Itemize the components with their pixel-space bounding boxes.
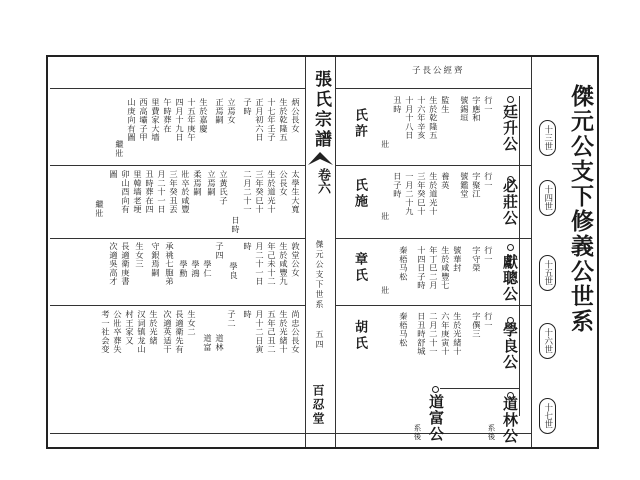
- record-line: 圖: [109, 170, 119, 179]
- descendant-note: 系後: [413, 424, 422, 441]
- record-line: 日時: [231, 216, 241, 234]
- descendant-name: 道林公: [501, 396, 519, 444]
- record-line: 正月初六日: [255, 98, 265, 142]
- record-line: 公壯卒葬失: [113, 310, 123, 354]
- ancestor-detail: 六年庚寅十: [440, 312, 451, 356]
- record-line: 次適英适干: [163, 310, 173, 354]
- row-rule-right-2: [336, 238, 531, 239]
- record-line: 次適吳高才: [109, 242, 119, 286]
- record-line: 二月二十一: [243, 170, 253, 214]
- record-line: 學鴻: [191, 260, 201, 278]
- record-line: 道林: [215, 334, 225, 352]
- record-line: 壯卒於咸豐: [181, 170, 191, 214]
- record-line: 正焉嗣: [215, 98, 225, 125]
- ancestor-detail: 三年癸巳十: [416, 172, 427, 216]
- ancestor-detail: 字僎三: [471, 312, 482, 339]
- ancestor-detail: 秦梧马松: [398, 312, 409, 347]
- record-line: 生女二: [187, 310, 197, 337]
- record-line: 里費家大墻: [151, 98, 161, 142]
- record-line: 丑時葬在四: [145, 170, 155, 214]
- record-line: 卯山酉向有: [121, 170, 131, 214]
- record-line: 炳公長女: [291, 98, 301, 133]
- ancestor-detail: 號錫垣: [459, 96, 470, 123]
- ancestor-detail: 行一: [483, 246, 494, 264]
- ancestor-detail: 十月十八日: [404, 96, 415, 140]
- record-line: 三年癸丑丟: [169, 170, 179, 214]
- record-line: 繼壯: [115, 140, 125, 158]
- record-line: 西高壩子甲: [139, 98, 149, 142]
- record-line: 繼壯: [95, 200, 105, 218]
- ancestor-detail: 號鑑堂: [459, 172, 470, 199]
- record-line: 公長女: [279, 170, 289, 197]
- record-line: 生女三: [135, 242, 145, 269]
- generation-badge-13: 十三世: [539, 120, 556, 156]
- ancestor-detail: 壯: [380, 140, 391, 149]
- ancestor-detail: 行一: [483, 172, 494, 190]
- ancestor-name: 學良公: [501, 322, 519, 370]
- ancestor-detail: 生於乾隆五: [428, 96, 439, 140]
- record-line: 尚忠公長女: [291, 310, 301, 354]
- title-col-rule: [531, 57, 532, 447]
- top-rule: [50, 88, 306, 89]
- lineage-node: [507, 244, 514, 251]
- generation-badge-14: 十四世: [539, 180, 556, 216]
- record-line: 三年癸巳十: [255, 170, 265, 214]
- lineage-node: [432, 386, 439, 393]
- spine-page-number: 五四: [315, 330, 324, 350]
- record-line: 生於嘉慶: [199, 98, 209, 133]
- wife-surname: 章氏: [352, 252, 367, 284]
- record-line: 太學生大寬: [291, 170, 301, 214]
- record-line: 子二: [227, 310, 237, 328]
- ancestor-detail: 壯: [380, 286, 391, 295]
- row-rule-1: [50, 165, 306, 166]
- record-line: 生於光緒: [149, 310, 159, 345]
- ancestor-detail: 行一: [483, 312, 494, 330]
- record-line: 生於乾隆五: [279, 98, 289, 142]
- record-line: 敦堂公女: [291, 242, 301, 277]
- spine-subtitle: 傑元公支下世系: [315, 240, 324, 310]
- record-line: 年己未十二: [267, 242, 277, 286]
- record-line: 道富: [203, 334, 213, 352]
- record-line: 守銀焉嗣: [151, 242, 161, 277]
- generation-badge-17: 十七世: [539, 398, 556, 434]
- record-line: 生於咸豐九: [279, 242, 289, 286]
- record-line: 五年己丑二: [267, 310, 277, 354]
- record-line: 子時: [243, 98, 253, 116]
- spine-fishtail-mark: [307, 150, 334, 166]
- header-note: 子長公經齊: [412, 66, 465, 76]
- spine-hall-mark: 百忍堂: [311, 384, 325, 426]
- record-line: 生於道光十: [267, 170, 277, 214]
- record-line: 時: [243, 310, 253, 319]
- ancestor-name: 廷升公: [501, 104, 519, 152]
- ancestor-detail: 日丑時舒城: [416, 312, 427, 356]
- ancestor-detail: 二月二十一: [428, 312, 439, 356]
- branch-connector: [440, 388, 520, 389]
- bottom-rule: [50, 433, 531, 434]
- record-line: 汉词镇龙山: [137, 310, 147, 354]
- ancestor-detail: 十六年辛亥: [416, 96, 427, 140]
- wife-surname: 氏許: [352, 108, 367, 140]
- row-rule-right-1: [336, 165, 531, 166]
- record-line: 考一社会变: [101, 310, 111, 354]
- left-row-1: [60, 98, 300, 164]
- left-row-4: [60, 310, 300, 430]
- record-line: 學仁: [203, 260, 213, 278]
- record-line: 月十二日寅: [255, 310, 265, 354]
- record-line: 承祧七胞弟: [165, 242, 175, 286]
- record-line: 月二十一日: [157, 170, 167, 214]
- ancestor-detail: 一月二十九: [404, 172, 415, 216]
- ancestor-detail: 十四日子時: [416, 246, 427, 290]
- spine-title: 張氏宗譜: [311, 70, 331, 150]
- record-line: 十五年庚午: [187, 98, 197, 142]
- ancestor-name: 必莊公: [501, 178, 519, 226]
- ancestor-detail: 壯: [380, 212, 391, 221]
- ancestor-detail: 行一: [483, 96, 494, 114]
- ancestor-detail: 生於道光十: [428, 172, 439, 216]
- ancestor-detail: 字應和: [471, 96, 482, 123]
- page-title: 傑元公支下修義公世系: [567, 84, 594, 334]
- ancestor-detail: 生於光緒十: [452, 312, 463, 356]
- record-line: 山庚向有圖: [127, 98, 137, 142]
- record-line: 子四: [215, 242, 225, 260]
- descendant-note: 系後: [487, 424, 496, 441]
- spine-left-rule: [305, 57, 306, 447]
- record-line: 生於光緒十: [279, 310, 289, 354]
- ancestor-detail: 字守榮: [471, 246, 482, 273]
- left-row-3: [60, 242, 300, 304]
- header-rule: [336, 88, 531, 89]
- record-line: 時: [243, 242, 253, 251]
- lineage-node: [507, 96, 514, 103]
- record-line: 立焉女: [227, 98, 237, 125]
- record-line: 四月十九日: [175, 98, 185, 142]
- ancestor-detail: 丑時: [392, 96, 403, 114]
- record-line: 長適衛庚書: [121, 242, 131, 286]
- record-line: 立黃氏子: [219, 170, 229, 205]
- left-row-2: [60, 170, 300, 236]
- record-line: 村王家又: [125, 310, 135, 345]
- ancestor-detail: 養英: [440, 172, 451, 190]
- ancestor-detail: 秦梧马松: [398, 246, 409, 281]
- row-rule-2: [50, 238, 306, 239]
- record-line: 立焉嗣: [207, 170, 217, 197]
- generation-badge-16: 十六世: [539, 323, 556, 359]
- record-line: 月二十一日: [255, 242, 265, 286]
- ancestor-name: 獻聰公: [501, 254, 519, 302]
- ancestor-detail: 年丁巳二月: [428, 246, 439, 290]
- record-line: 學勳: [179, 260, 189, 278]
- record-line: 里韓墻老埂: [133, 170, 143, 214]
- record-line: 長適衛先有: [175, 310, 185, 354]
- spine-volume: 卷六: [315, 168, 330, 194]
- generation-badge-15: 十五世: [539, 255, 556, 291]
- ancestor-detail: 生於咸豐七: [440, 246, 451, 290]
- record-line: 午時葬在: [163, 98, 173, 133]
- row-rule-3: [50, 305, 306, 306]
- ancestor-detail: 監生: [440, 96, 451, 114]
- record-line: 柔焉嗣: [193, 170, 203, 197]
- row-rule-right-3: [336, 305, 531, 306]
- record-line: 學良: [229, 262, 239, 280]
- wife-surname: 氏施: [352, 178, 367, 210]
- ancestor-detail: 號華封: [452, 246, 463, 273]
- ancestor-detail: 字聚江: [471, 172, 482, 199]
- record-line: 十七年壬子: [267, 98, 277, 142]
- ancestor-detail: 日子時: [392, 172, 403, 199]
- descendant-name: 道富公: [427, 394, 445, 442]
- wife-surname: 胡氏: [352, 320, 367, 352]
- spine-right-rule: [335, 57, 336, 447]
